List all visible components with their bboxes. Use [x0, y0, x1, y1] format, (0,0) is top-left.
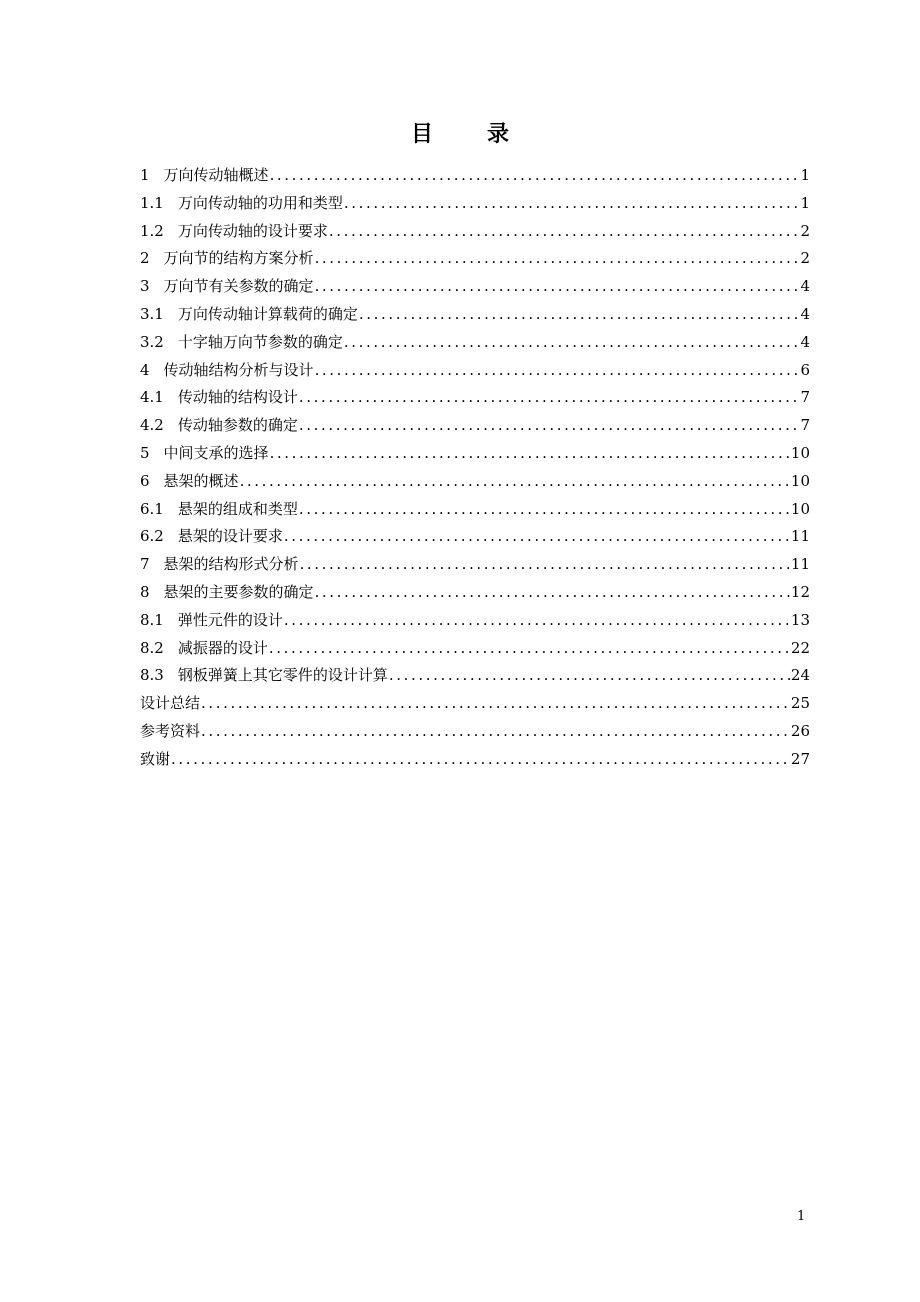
toc-entry-number: 4.1 — [140, 388, 164, 407]
toc-entry-number: 1 — [140, 166, 150, 184]
toc-entry-number: 6.2 — [140, 527, 164, 546]
toc-entry-page: 7 — [800, 388, 810, 407]
toc-dot-leader — [315, 273, 800, 301]
toc-entry-page: 11 — [790, 527, 810, 546]
toc-entry-title: 中间支承的选择 — [163, 443, 269, 462]
toc-entry-number: 6 — [140, 471, 150, 490]
toc-dot-leader — [201, 690, 790, 718]
toc-entry-page: 10 — [790, 443, 810, 462]
toc-entry-title: 传动轴的结构设计 — [177, 388, 298, 407]
toc-entry-page: 2 — [800, 249, 810, 268]
toc-dot-leader — [284, 523, 790, 551]
toc-entry[interactable] — [140, 440, 810, 468]
toc-entry-page: 27 — [790, 749, 810, 768]
toc-dot-leader — [315, 357, 800, 385]
toc-entry-title: 悬架的主要参数的确定 — [163, 582, 314, 601]
toc-entry[interactable] — [140, 301, 810, 329]
toc-entry-title: 悬架的概述 — [163, 471, 239, 490]
toc-dot-leader — [300, 551, 790, 579]
toc-dot-leader — [299, 412, 800, 440]
toc-entry-page: 4 — [800, 304, 810, 323]
toc-dot-leader — [171, 746, 790, 774]
toc-dot-leader — [344, 329, 800, 357]
toc-entry-number: 8.1 — [140, 610, 164, 629]
toc-dot-leader — [359, 301, 800, 329]
toc-entry-title: 万向节的结构方案分析 — [163, 249, 314, 268]
toc-entry-title: 传动轴结构分析与设计 — [163, 360, 314, 379]
toc-entry-page: 11 — [790, 555, 810, 574]
toc-entry[interactable] — [140, 523, 810, 551]
toc-entry-title: 设计总结 — [140, 694, 201, 713]
toc-entry-page: 1 — [800, 166, 810, 184]
toc-entry-title: 万向节有关参数的确定 — [163, 277, 314, 296]
toc-entry-page: 4 — [800, 277, 810, 296]
toc-entry[interactable] — [140, 412, 810, 440]
toc-dot-leader — [329, 218, 800, 246]
toc-entry[interactable] — [140, 551, 810, 579]
toc-entry-page: 4 — [800, 332, 810, 351]
toc-entry-number: 6.1 — [140, 499, 164, 518]
toc-entry-number: 2 — [140, 249, 150, 268]
toc-list — [140, 162, 810, 774]
toc-dot-leader — [389, 662, 790, 690]
toc-dot-leader — [269, 635, 790, 663]
toc-entry[interactable] — [140, 662, 810, 690]
toc-dot-leader — [344, 190, 800, 218]
toc-entry-title: 减振器的设计 — [177, 638, 268, 657]
toc-dot-leader — [315, 579, 790, 607]
toc-entry-title: 万向传动轴的设计要求 — [177, 221, 328, 240]
toc-entry-page: 10 — [790, 471, 810, 490]
toc-entry-title: 钢板弹簧上其它零件的设计计算 — [177, 666, 388, 685]
toc-entry[interactable] — [140, 190, 810, 218]
toc-entry-number: 4.2 — [140, 416, 164, 435]
toc-entry-number: 1.2 — [140, 221, 164, 240]
toc-entry-page: 7 — [800, 416, 810, 435]
toc-entry-number: 1.1 — [140, 193, 164, 212]
toc-entry-number: 3 — [140, 277, 150, 296]
toc-entry[interactable] — [140, 607, 810, 635]
toc-entry-title: 万向传动轴概述 — [163, 166, 269, 184]
toc-entry[interactable] — [140, 162, 810, 190]
toc-entry-title: 悬架的设计要求 — [177, 527, 283, 546]
toc-entry[interactable] — [140, 329, 810, 357]
toc-dot-leader — [315, 245, 800, 273]
toc-entry[interactable] — [140, 690, 810, 718]
toc-entry[interactable] — [140, 579, 810, 607]
toc-dot-leader — [299, 496, 790, 524]
toc-dot-leader — [270, 440, 790, 468]
toc-entry-number: 3.2 — [140, 332, 164, 351]
toc-entry-page: 26 — [790, 721, 810, 740]
toc-entry-page: 22 — [790, 638, 810, 657]
toc-entry[interactable] — [140, 384, 810, 412]
toc-entry[interactable] — [140, 635, 810, 663]
toc-entry-page: 13 — [790, 610, 810, 629]
toc-dot-leader — [240, 468, 790, 496]
toc-entry[interactable] — [140, 245, 810, 273]
toc-dot-leader — [299, 384, 800, 412]
toc-entry-title: 悬架的结构形式分析 — [163, 555, 299, 574]
toc-entry-page: 2 — [800, 221, 810, 240]
toc-entry-title: 万向传动轴计算载荷的确定 — [177, 304, 358, 323]
toc-entry-page: 25 — [790, 694, 810, 713]
toc-entry-number: 8 — [140, 582, 150, 601]
toc-entry-title: 悬架的组成和类型 — [177, 499, 298, 518]
toc-dot-leader — [201, 718, 790, 746]
toc-entry[interactable] — [140, 273, 810, 301]
toc-entry-number: 8.2 — [140, 638, 164, 657]
toc-entry-number: 7 — [140, 555, 150, 574]
toc-entry-title: 十字轴万向节参数的确定 — [177, 332, 343, 351]
toc-title: 目 录 — [410, 122, 525, 147]
toc-entry-title: 万向传动轴的功用和类型 — [177, 193, 343, 212]
toc-entry[interactable] — [140, 746, 810, 774]
toc-dot-leader — [284, 607, 790, 635]
toc-entry-page: 24 — [790, 666, 810, 685]
toc-dot-leader — [270, 162, 800, 190]
toc-entry-number: 3.1 — [140, 304, 164, 323]
toc-entry-number: 8.3 — [140, 666, 164, 685]
toc-entry-title: 传动轴参数的确定 — [177, 416, 298, 435]
toc-entry-title: 弹性元件的设计 — [177, 610, 283, 629]
toc-entry-title: 致谢 — [140, 749, 171, 768]
toc-entry-page: 1 — [800, 193, 810, 212]
toc-entry[interactable] — [140, 357, 810, 385]
toc-entry[interactable] — [140, 496, 810, 524]
toc-entry[interactable] — [140, 468, 810, 496]
page-number: 1 — [797, 1209, 806, 1224]
toc-entry[interactable] — [140, 718, 810, 746]
toc-entry[interactable] — [140, 218, 810, 246]
toc-entry-page: 12 — [790, 582, 810, 601]
toc-entry-page: 6 — [800, 360, 810, 379]
toc-entry-title: 参考资料 — [140, 721, 201, 740]
toc-entry-number: 5 — [140, 443, 150, 462]
toc-entry-number: 4 — [140, 360, 150, 379]
toc-entry-page: 10 — [790, 499, 810, 518]
